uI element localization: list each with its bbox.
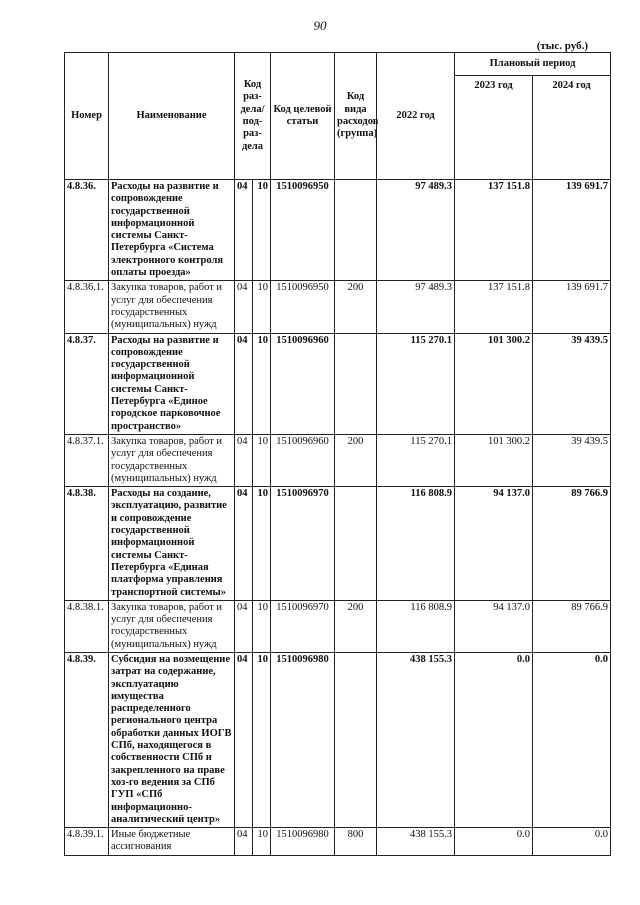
row-subsection: 10	[253, 281, 271, 333]
row-subsection: 10	[253, 487, 271, 601]
row-target: 1510096950	[271, 180, 335, 281]
row-target: 1510096960	[271, 333, 335, 434]
row-2024: 0.0	[533, 828, 611, 856]
row-2023: 94 137.0	[455, 600, 533, 652]
table-row	[65, 600, 611, 652]
row-number: 4.8.38.1.	[65, 600, 109, 652]
header-2022: 2022 год	[377, 53, 455, 180]
row-2022: 97 489.3	[377, 281, 455, 333]
row-section: 04	[235, 180, 253, 281]
row-name: Расходы на создание, эксплуатацию, развитие и сопровождение государственной информационной системы Санкт-Петербурга «Единая платформа управления транспортной системы»	[109, 487, 235, 601]
row-section: 04	[235, 487, 253, 601]
row-subsection: 10	[253, 333, 271, 434]
table-row	[65, 180, 611, 281]
row-2024: 0.0	[533, 652, 611, 827]
row-name: Расходы на развитие и сопровождение государственной информационной системы Санкт-Петербурга «Единое городское парковочное пространство»	[109, 333, 235, 434]
row-expense-type	[335, 180, 377, 281]
row-name: Иные бюджетные ассигнования	[109, 828, 235, 856]
row-name: Субсидия на возмещение затрат на содержание, эксплуатацию имущества распределенного регионального центра обработки данных ИОГВ СПб, находящегося в собственности СПб и закрепленного на праве хоз-го ведения за СПб ГУП «СПб информационно-аналитический центр»	[109, 652, 235, 827]
header-section: Код раз-дела/ под-раз-дела	[235, 53, 271, 180]
header-2024: 2024 год	[533, 76, 611, 180]
row-number: 4.8.39.	[65, 652, 109, 827]
row-expense-type	[335, 333, 377, 434]
row-target: 1510096980	[271, 828, 335, 856]
row-expense-type: 200	[335, 281, 377, 333]
row-name: Расходы на развитие и сопровождение государственной информационной системы Санкт-Петербурга «Система электронного контроля оплаты проезда»	[109, 180, 235, 281]
header-name: Наименование	[109, 53, 235, 180]
row-expense-type: 200	[335, 600, 377, 652]
row-expense-type	[335, 652, 377, 827]
header-2023: 2023 год	[455, 76, 533, 180]
header-number: Номер	[65, 53, 109, 180]
row-number: 4.8.36.	[65, 180, 109, 281]
row-name: Закупка товаров, работ и услуг для обеспечения государственных (муниципальных) нужд	[109, 434, 235, 486]
row-number: 4.8.39.1.	[65, 828, 109, 856]
row-target: 1510096960	[271, 434, 335, 486]
row-section: 04	[235, 828, 253, 856]
row-2023: 101 300.2	[455, 434, 533, 486]
row-target: 1510096970	[271, 600, 335, 652]
row-2022: 438 155.3	[377, 652, 455, 827]
row-2022: 116 808.9	[377, 487, 455, 601]
table-row	[65, 828, 611, 856]
row-subsection: 10	[253, 828, 271, 856]
row-2024: 39 439.5	[533, 434, 611, 486]
row-2023: 101 300.2	[455, 333, 533, 434]
row-section: 04	[235, 281, 253, 333]
table-row	[65, 487, 611, 601]
row-2022: 116 808.9	[377, 600, 455, 652]
row-number: 4.8.38.	[65, 487, 109, 601]
row-subsection: 10	[253, 180, 271, 281]
row-2024: 139 691.7	[533, 180, 611, 281]
row-number: 4.8.37.	[65, 333, 109, 434]
row-expense-type	[335, 487, 377, 601]
row-target: 1510096950	[271, 281, 335, 333]
row-subsection: 10	[253, 652, 271, 827]
row-2024: 39 439.5	[533, 333, 611, 434]
row-target: 1510096980	[271, 652, 335, 827]
row-2024: 89 766.9	[533, 487, 611, 601]
row-name: Закупка товаров, работ и услуг для обеспечения государственных (муниципальных) нужд	[109, 281, 235, 333]
row-2022: 97 489.3	[377, 180, 455, 281]
table-row	[65, 281, 611, 333]
units-label: (тыс. руб.)	[536, 40, 588, 52]
row-subsection: 10	[253, 600, 271, 652]
row-2022: 438 155.3	[377, 828, 455, 856]
row-section: 04	[235, 434, 253, 486]
row-number: 4.8.36.1.	[65, 281, 109, 333]
row-name: Закупка товаров, работ и услуг для обеспечения государственных (муниципальных) нужд	[109, 600, 235, 652]
row-subsection: 10	[253, 434, 271, 486]
row-2022: 115 270.1	[377, 333, 455, 434]
row-2023: 137 151.8	[455, 281, 533, 333]
row-2023: 94 137.0	[455, 487, 533, 601]
row-2024: 139 691.7	[533, 281, 611, 333]
row-2023: 137 151.8	[455, 180, 533, 281]
row-2023: 0.0	[455, 828, 533, 856]
header-expense-type: Код вида расходов (группа)	[335, 53, 377, 180]
table-row	[65, 434, 611, 486]
header-plan-period: Плановый период	[455, 53, 611, 76]
table-row	[65, 333, 611, 434]
row-2023: 0.0	[455, 652, 533, 827]
row-2024: 89 766.9	[533, 600, 611, 652]
header-target: Код целевой статьи	[271, 53, 335, 180]
row-section: 04	[235, 600, 253, 652]
row-expense-type: 800	[335, 828, 377, 856]
row-number: 4.8.37.1.	[65, 434, 109, 486]
budget-table	[64, 52, 611, 856]
page-number: 90	[313, 18, 327, 33]
table-row	[65, 652, 611, 827]
row-section: 04	[235, 652, 253, 827]
row-2022: 115 270.1	[377, 434, 455, 486]
row-section: 04	[235, 333, 253, 434]
row-expense-type: 200	[335, 434, 377, 486]
row-target: 1510096970	[271, 487, 335, 601]
